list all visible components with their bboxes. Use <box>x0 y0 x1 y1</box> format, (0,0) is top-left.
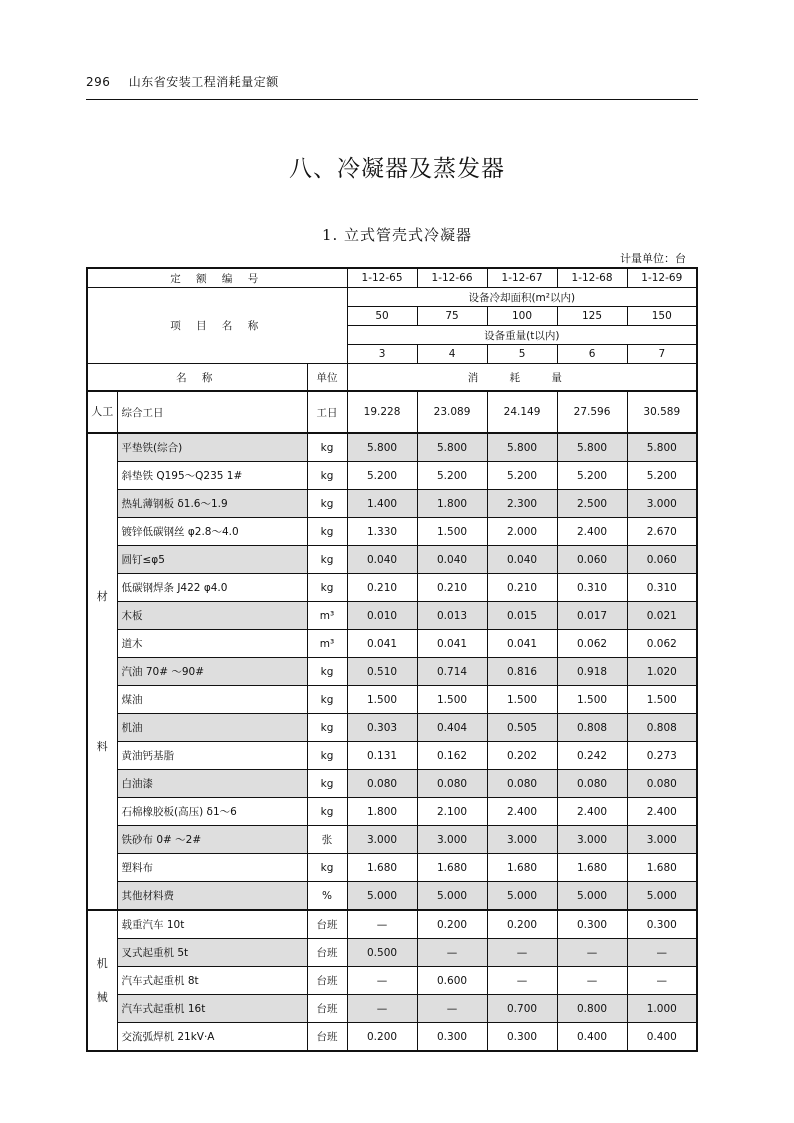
consumption-value: 0.505 <box>487 714 557 742</box>
consumption-value: 5.200 <box>487 462 557 490</box>
consumption-value: 1.000 <box>627 995 697 1023</box>
consumption-value: — <box>627 939 697 967</box>
item-unit: kg <box>307 518 347 546</box>
item-name: 汽车式起重机 8t <box>117 967 307 995</box>
item-name: 叉式起重机 5t <box>117 939 307 967</box>
material-row <box>87 433 697 462</box>
consumption-value: 2.000 <box>487 518 557 546</box>
consumption-value: 1.800 <box>417 490 487 518</box>
consumption-value: 3.000 <box>627 826 697 854</box>
material-row <box>87 602 697 630</box>
weight-label: 设备重量(t以内) <box>347 326 697 345</box>
item-unit: 张 <box>307 826 347 854</box>
material-row <box>87 826 697 854</box>
item-name: 黄油钙基脂 <box>117 742 307 770</box>
consumption-value: 0.041 <box>487 630 557 658</box>
consumption-value: — <box>417 939 487 967</box>
consumption-value: 1.680 <box>627 854 697 882</box>
consumption-value: 0.013 <box>417 602 487 630</box>
machine-row <box>87 910 697 939</box>
consumption-value: — <box>627 967 697 995</box>
item-unit: kg <box>307 770 347 798</box>
quota-code: 1-12-66 <box>417 268 487 288</box>
consumption-value: 5.200 <box>627 462 697 490</box>
quota-table <box>86 267 698 1052</box>
consumption-value: 2.400 <box>557 798 627 826</box>
consumption-value: 3.000 <box>487 826 557 854</box>
area-label: 设备冷却面积(m²以内) <box>347 288 697 307</box>
consumption-value: 1.680 <box>347 854 417 882</box>
consumption-value: 0.080 <box>347 770 417 798</box>
consumption-value: 2.100 <box>417 798 487 826</box>
item-name: 其他材料费 <box>117 882 307 911</box>
material-row <box>87 462 697 490</box>
consumption-value: 0.080 <box>557 770 627 798</box>
material-row <box>87 490 697 518</box>
consumption-value: 2.400 <box>557 518 627 546</box>
quota-code-label: 定 额 编 号 <box>87 268 347 288</box>
consumption-value: 5.000 <box>557 882 627 911</box>
consumption-value: 0.600 <box>417 967 487 995</box>
consumption-value: 5.000 <box>627 882 697 911</box>
consumption-value: 0.210 <box>347 574 417 602</box>
category-char: 械 <box>96 990 108 1004</box>
consumption-value: 1.500 <box>347 686 417 714</box>
page-header <box>86 73 279 90</box>
consumption-value: 0.510 <box>347 658 417 686</box>
category-char: 料 <box>96 739 108 753</box>
consumption-value: 5.000 <box>347 882 417 911</box>
area-value: 75 <box>417 307 487 326</box>
consumption-value: 5.800 <box>627 433 697 462</box>
page-number: 296 <box>86 75 111 89</box>
consumption-value: 1.500 <box>417 686 487 714</box>
item-name: 镀锌低碳钢丝 φ2.8～4.0 <box>117 518 307 546</box>
consumption-value: 0.210 <box>487 574 557 602</box>
consumption-value: — <box>557 939 627 967</box>
item-unit: kg <box>307 854 347 882</box>
consumption-value: — <box>347 967 417 995</box>
weight-value: 3 <box>347 345 417 364</box>
consumption-value: 0.021 <box>627 602 697 630</box>
quota-code: 1-12-68 <box>557 268 627 288</box>
consumption-value: 0.080 <box>417 770 487 798</box>
material-row <box>87 742 697 770</box>
item-unit: % <box>307 882 347 911</box>
quota-code: 1-12-69 <box>627 268 697 288</box>
item-unit: 工日 <box>307 391 347 433</box>
consumption-value: 5.200 <box>417 462 487 490</box>
consumption-value: 5.000 <box>417 882 487 911</box>
consumption-value: 5.800 <box>487 433 557 462</box>
consumption-value: 5.800 <box>417 433 487 462</box>
item-unit: kg <box>307 574 347 602</box>
header-rule <box>86 99 698 100</box>
consumption-value: 2.400 <box>487 798 557 826</box>
area-label-row <box>87 288 697 307</box>
material-row <box>87 546 697 574</box>
consumption-value: 0.918 <box>557 658 627 686</box>
category-label <box>87 910 117 1051</box>
consumption-value: 5.200 <box>557 462 627 490</box>
item-unit: kg <box>307 658 347 686</box>
consumption-value: 1.330 <box>347 518 417 546</box>
subsection-title: 1. 立式管壳式冷凝器 <box>321 226 473 244</box>
area-value: 125 <box>557 307 627 326</box>
book-title: 山东省安装工程消耗量定额 <box>128 75 279 89</box>
item-name: 机油 <box>117 714 307 742</box>
item-name: 汽车式起重机 16t <box>117 995 307 1023</box>
consumption-value: — <box>487 939 557 967</box>
consumption-value: 0.062 <box>627 630 697 658</box>
consumption-value: 1.020 <box>627 658 697 686</box>
consumption-value: 5.800 <box>557 433 627 462</box>
consumption-value: 0.310 <box>557 574 627 602</box>
material-row <box>87 714 697 742</box>
category-char: 机 <box>96 956 108 970</box>
item-unit: kg <box>307 462 347 490</box>
material-row <box>87 658 697 686</box>
consumption-value: 0.300 <box>417 1023 487 1052</box>
consumption-value: 2.670 <box>627 518 697 546</box>
consumption-value: 5.800 <box>347 433 417 462</box>
consumption-value: — <box>557 967 627 995</box>
consumption-value: 0.404 <box>417 714 487 742</box>
item-name: 道木 <box>117 630 307 658</box>
consumption-value: 1.500 <box>627 686 697 714</box>
consumption-value: 5.200 <box>347 462 417 490</box>
consumption-value: 0.060 <box>557 546 627 574</box>
item-unit: kg <box>307 686 347 714</box>
material-row <box>87 882 697 911</box>
consumption-value: 0.714 <box>417 658 487 686</box>
consumption-value: 5.000 <box>487 882 557 911</box>
item-unit: kg <box>307 798 347 826</box>
consumption-value: 0.060 <box>627 546 697 574</box>
material-row <box>87 574 697 602</box>
consumption-value: — <box>347 910 417 939</box>
consumption-value: 1.680 <box>417 854 487 882</box>
consumption-value: 0.303 <box>347 714 417 742</box>
consumption-value: 0.202 <box>487 742 557 770</box>
consumption-value: 23.089 <box>417 391 487 433</box>
consumption-value: 3.000 <box>347 826 417 854</box>
consumption-value: 0.808 <box>557 714 627 742</box>
consumption-value: 0.041 <box>347 630 417 658</box>
consumption-value: 0.816 <box>487 658 557 686</box>
consumption-column-header: 消 耗 量 <box>347 364 697 392</box>
consumption-value: 0.017 <box>557 602 627 630</box>
consumption-value: 0.400 <box>627 1023 697 1052</box>
weight-value: 5 <box>487 345 557 364</box>
item-name: 圆钉≤φ5 <box>117 546 307 574</box>
consumption-value: 0.500 <box>347 939 417 967</box>
consumption-value: 0.700 <box>487 995 557 1023</box>
machine-row <box>87 1023 697 1052</box>
consumption-value: 1.500 <box>417 518 487 546</box>
consumption-value: — <box>417 995 487 1023</box>
item-name: 煤油 <box>117 686 307 714</box>
weight-value: 7 <box>627 345 697 364</box>
consumption-value: 0.210 <box>417 574 487 602</box>
consumption-value: 24.149 <box>487 391 557 433</box>
consumption-value: 2.400 <box>627 798 697 826</box>
item-name: 石棉橡胶板(高压) δ1～6 <box>117 798 307 826</box>
consumption-value: 2.500 <box>557 490 627 518</box>
consumption-value: 0.062 <box>557 630 627 658</box>
consumption-value: 0.200 <box>417 910 487 939</box>
consumption-value: 0.273 <box>627 742 697 770</box>
consumption-value: 1.680 <box>487 854 557 882</box>
consumption-value: 1.400 <box>347 490 417 518</box>
consumption-value: 3.000 <box>417 826 487 854</box>
consumption-value: 1.680 <box>557 854 627 882</box>
material-row <box>87 854 697 882</box>
item-unit: kg <box>307 433 347 462</box>
item-name: 铁砂布 0# ～2# <box>117 826 307 854</box>
consumption-value: 0.080 <box>627 770 697 798</box>
item-unit: 台班 <box>307 1023 347 1052</box>
item-name: 汽油 70# ～90# <box>117 658 307 686</box>
item-unit: 台班 <box>307 967 347 995</box>
consumption-value: 0.300 <box>487 1023 557 1052</box>
item-name: 交流弧焊机 21kV·A <box>117 1023 307 1052</box>
section-title: 八、冷凝器及蒸发器 <box>289 156 505 182</box>
consumption-value: 0.808 <box>627 714 697 742</box>
item-unit: kg <box>307 714 347 742</box>
consumption-value: 0.080 <box>487 770 557 798</box>
material-row <box>87 630 697 658</box>
consumption-value: 0.800 <box>557 995 627 1023</box>
consumption-value: 0.162 <box>417 742 487 770</box>
item-name: 塑料布 <box>117 854 307 882</box>
area-value: 50 <box>347 307 417 326</box>
weight-value: 6 <box>557 345 627 364</box>
consumption-value: 0.131 <box>347 742 417 770</box>
material-row <box>87 798 697 826</box>
category-char: 人工 <box>91 405 114 418</box>
consumption-value: 3.000 <box>627 490 697 518</box>
consumption-value: 0.010 <box>347 602 417 630</box>
consumption-value: 1.500 <box>487 686 557 714</box>
quota-code-row <box>87 268 697 288</box>
material-row <box>87 770 697 798</box>
item-name: 木板 <box>117 602 307 630</box>
item-unit: m³ <box>307 602 347 630</box>
item-name: 载重汽车 10t <box>117 910 307 939</box>
consumption-value: — <box>487 967 557 995</box>
item-unit: 台班 <box>307 995 347 1023</box>
machine-row <box>87 939 697 967</box>
consumption-value: 1.800 <box>347 798 417 826</box>
consumption-value: 0.400 <box>557 1023 627 1052</box>
item-unit: 台班 <box>307 939 347 967</box>
item-unit: kg <box>307 490 347 518</box>
item-name: 斜垫铁 Q195～Q235 1# <box>117 462 307 490</box>
consumption-value: 0.040 <box>347 546 417 574</box>
weight-value: 4 <box>417 345 487 364</box>
item-name: 综合工日 <box>117 391 307 433</box>
material-row <box>87 686 697 714</box>
column-header-row <box>87 364 697 392</box>
item-name-label: 项 目 名 称 <box>87 288 347 364</box>
consumption-value: 0.242 <box>557 742 627 770</box>
consumption-value: 2.300 <box>487 490 557 518</box>
item-unit: 台班 <box>307 910 347 939</box>
consumption-value: 27.596 <box>557 391 627 433</box>
consumption-value: 0.300 <box>557 910 627 939</box>
consumption-value: 0.310 <box>627 574 697 602</box>
consumption-value: 19.228 <box>347 391 417 433</box>
consumption-value: 30.589 <box>627 391 697 433</box>
consumption-value: 0.300 <box>627 910 697 939</box>
consumption-value: 3.000 <box>557 826 627 854</box>
area-value: 150 <box>627 307 697 326</box>
machine-row <box>87 967 697 995</box>
consumption-value: 0.040 <box>487 546 557 574</box>
consumption-value: 0.200 <box>487 910 557 939</box>
quota-code: 1-12-65 <box>347 268 417 288</box>
category-char: 材 <box>96 589 108 603</box>
consumption-value: 0.040 <box>417 546 487 574</box>
item-unit: kg <box>307 742 347 770</box>
labor-row <box>87 391 697 433</box>
category-label <box>87 391 117 433</box>
item-name: 平垫铁(综合) <box>117 433 307 462</box>
item-unit: kg <box>307 546 347 574</box>
material-row <box>87 518 697 546</box>
consumption-value: 0.015 <box>487 602 557 630</box>
measurement-unit: 计量单位：台 <box>620 252 686 265</box>
item-unit: m³ <box>307 630 347 658</box>
area-value: 100 <box>487 307 557 326</box>
item-name: 白油漆 <box>117 770 307 798</box>
machine-row <box>87 995 697 1023</box>
name-column-header: 名 称 <box>87 364 307 392</box>
unit-column-header: 单位 <box>307 364 347 392</box>
item-name: 低碳钢焊条 J422 φ4.0 <box>117 574 307 602</box>
consumption-value: 0.200 <box>347 1023 417 1052</box>
quota-code: 1-12-67 <box>487 268 557 288</box>
consumption-value: — <box>347 995 417 1023</box>
category-label <box>87 433 117 910</box>
item-name: 热轧薄钢板 δ1.6～1.9 <box>117 490 307 518</box>
consumption-value: 0.041 <box>417 630 487 658</box>
consumption-value: 1.500 <box>557 686 627 714</box>
